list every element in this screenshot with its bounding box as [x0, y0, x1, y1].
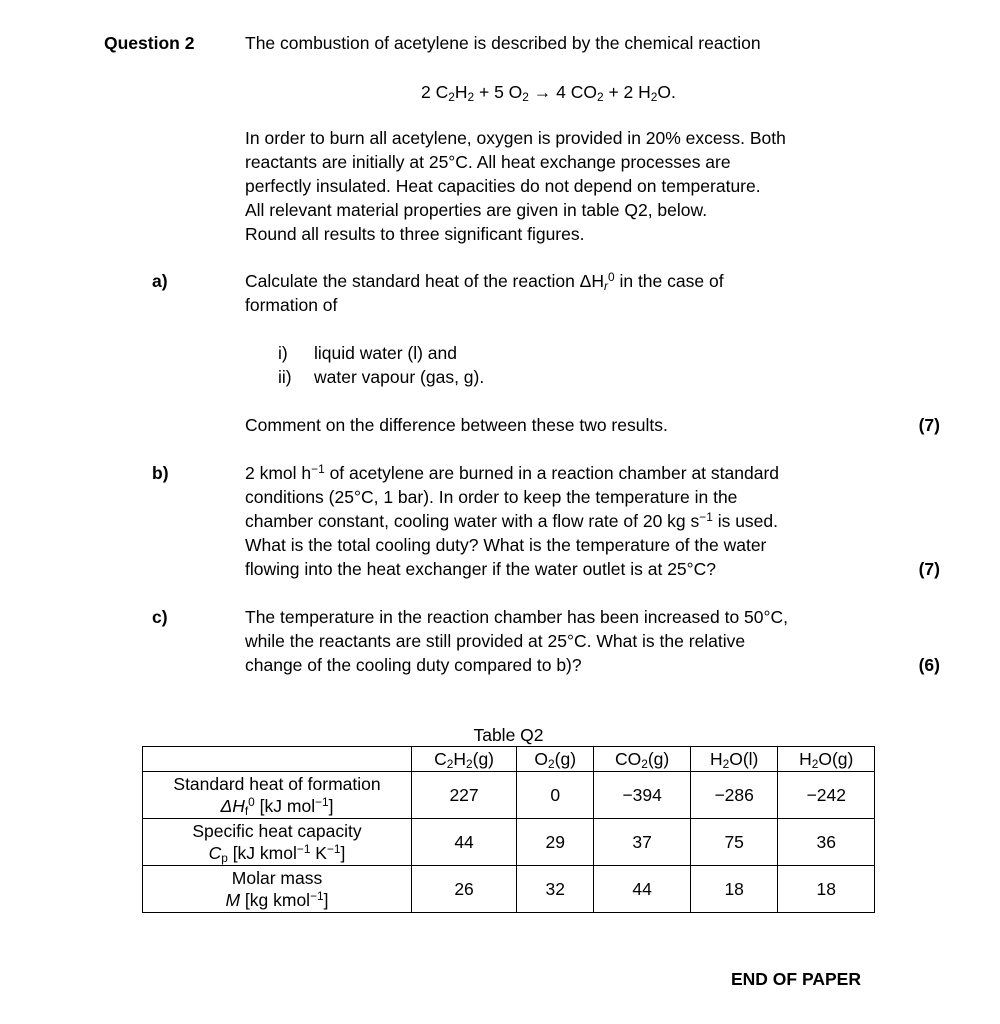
- table-cell: 37: [594, 819, 691, 866]
- row-label: Specific heat capacity $C_p$ [kJ kmol$^{-1}$ $K^{-1}$]: [143, 819, 412, 866]
- table-corner-cell: [143, 747, 412, 772]
- part-a-label: a): [152, 271, 168, 291]
- conditions-line: In order to burn all acetylene, oxygen is provided in 20% excess. Both: [245, 128, 786, 148]
- table-cell: 36: [778, 819, 875, 866]
- part-c-text: The temperature in the reaction chamber has been increased to 50°C, while the reactants are still provided at 25°C. What is the relative change of the cooling duty compared to b)?: [245, 607, 789, 675]
- conditions-line: Round all results to three significant figures.: [245, 224, 585, 244]
- table-row: [143, 819, 875, 866]
- conditions-line: reactants are initially at 25°C. All heat exchange processes are: [245, 152, 731, 172]
- part-b-label: b): [152, 463, 169, 483]
- table-cell: 18: [690, 866, 778, 913]
- table-caption: Table Q2: [473, 725, 544, 745]
- row-label: Standard heat of formation $\Delta H_f^0$ [kJ mol$^{-1}$]: [143, 772, 412, 819]
- column-header: $O_2(g)$: [517, 747, 594, 772]
- part-a-list: [278, 341, 484, 389]
- table-row: [143, 772, 875, 819]
- table-cell: −242: [778, 772, 875, 819]
- table-cell: −286: [690, 772, 778, 819]
- list-item: ii) water vapour (gas, g).: [278, 367, 485, 387]
- table-cell: −394: [594, 772, 691, 819]
- column-header: $H_2O(g)$: [778, 747, 875, 772]
- reaction-equation: 2 $C_2H_2 + 5$ $O_2 \to 4$ $CO_2 + 2$ $H_2O$.: [421, 82, 676, 104]
- properties-table: [142, 746, 875, 913]
- column-header: $CO_2(g)$: [594, 747, 691, 772]
- table-cell: 75: [690, 819, 778, 866]
- table-cell: 0: [517, 772, 594, 819]
- column-header: $C_2H_2(g)$: [412, 747, 517, 772]
- table-cell: 26: [412, 866, 517, 913]
- list-item: i) liquid water (l) and: [278, 343, 457, 363]
- table-cell: 32: [517, 866, 594, 913]
- conditions-line: perfectly insulated. Heat capacities do not depend on temperature.: [245, 176, 761, 196]
- part-b-text: 2 kmol $h^{-1}$ of acetylene are burned in a reaction chamber at standard conditions (25°C, 1 bar). In order to keep the temperature in the chamber constant, cooling water with a flow rate of 20 kg $s^{-1}$ is used. What is the total cooling duty? What is the temperature of the water flowing into the heat exchanger if the water outlet is at 25°C?: [245, 462, 780, 579]
- table-cell: 18: [778, 866, 875, 913]
- part-a-comment: Comment on the difference between these two results.: [245, 415, 668, 435]
- table-cell: 44: [594, 866, 691, 913]
- conditions-paragraph: [245, 126, 905, 246]
- part-b-marks: (7): [918, 559, 940, 579]
- table-cell: 44: [412, 819, 517, 866]
- conditions-line: All relevant material properties are given in table Q2, below.: [245, 200, 708, 220]
- part-a-text: Calculate the standard heat of the reaction $\Delta H_r^0$ in the case of formation of: [245, 270, 724, 315]
- table-row: [143, 866, 875, 913]
- part-c-label: c): [152, 607, 168, 627]
- table-cell: 227: [412, 772, 517, 819]
- part-c-marks: (6): [918, 655, 940, 675]
- question-label: Question 2: [104, 33, 195, 53]
- table-header-row: [143, 747, 875, 772]
- part-a-marks: (7): [918, 415, 940, 435]
- end-of-paper: END OF PAPER: [731, 969, 861, 989]
- column-header: $H_2O(l)$: [690, 747, 778, 772]
- question-intro: The combustion of acetylene is described by the chemical reaction: [245, 33, 761, 53]
- table-cell: 29: [517, 819, 594, 866]
- row-label: Molar mass M [kg kmol$^{-1}$]: [143, 866, 412, 913]
